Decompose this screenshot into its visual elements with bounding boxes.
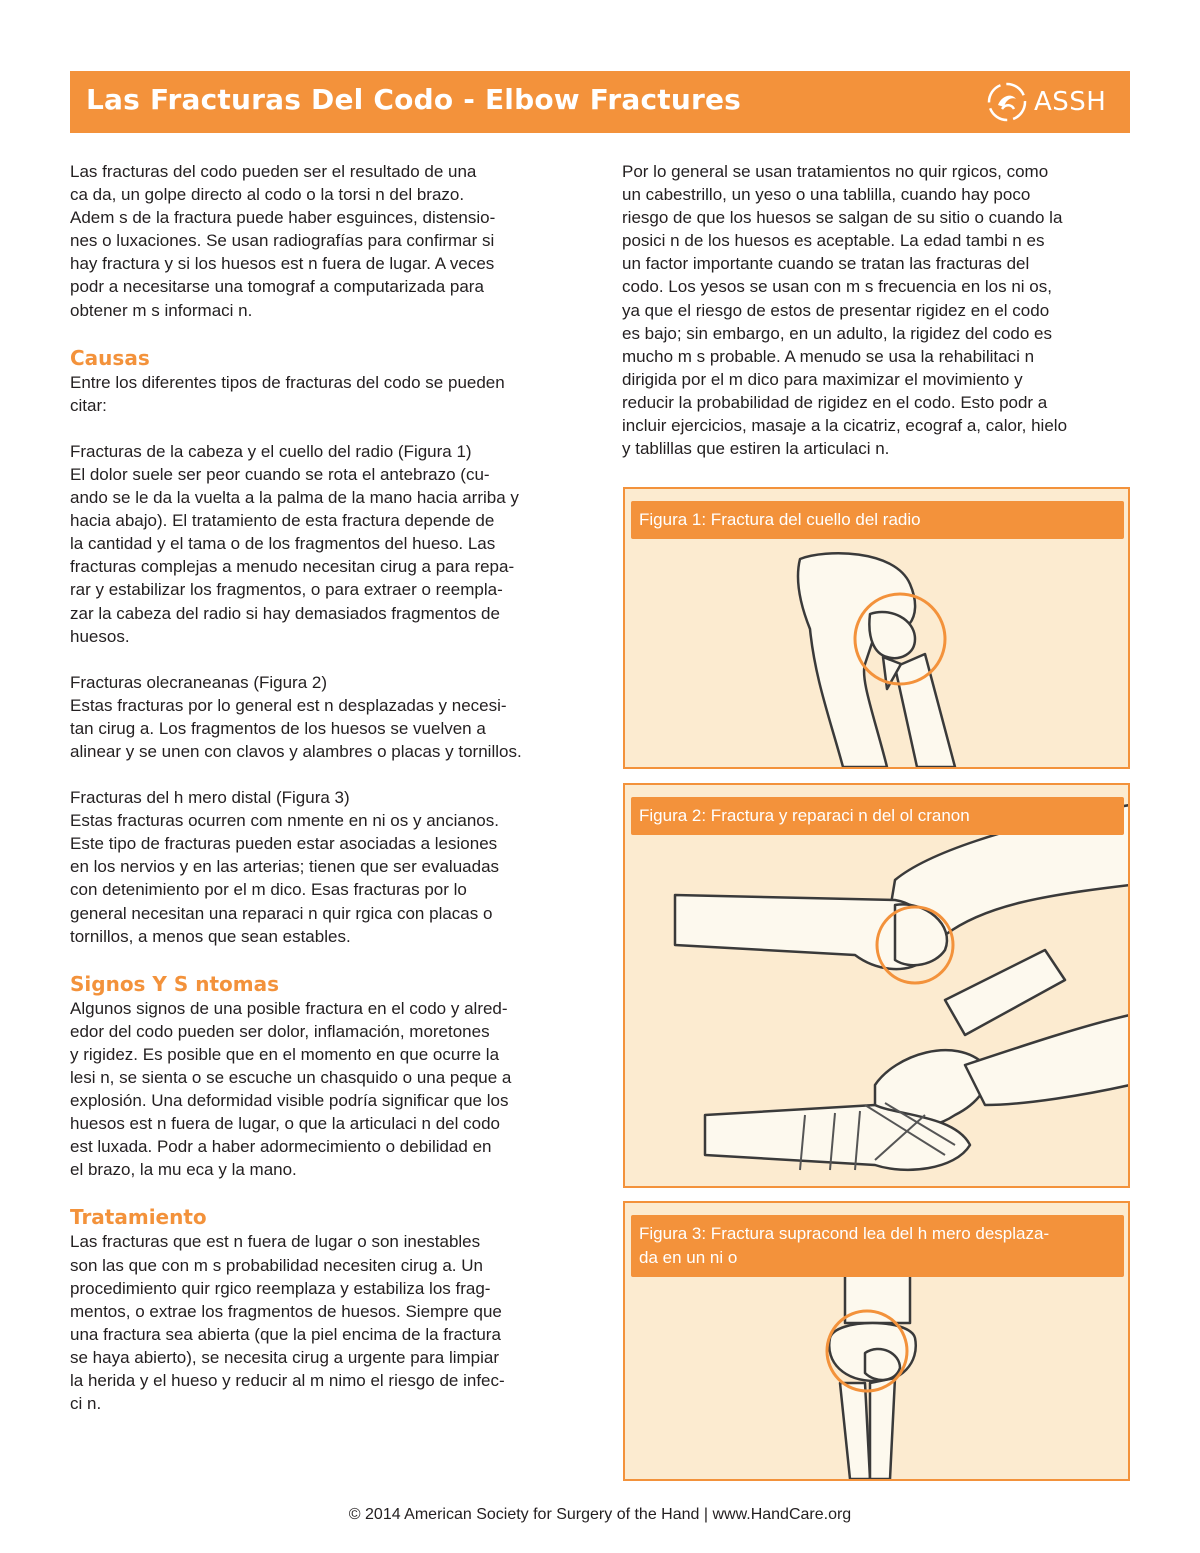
figure-2: [623, 783, 1130, 1188]
causas-intro: Entre los diferentes tipos de fracturas del codo se pueden citar:: [70, 372, 505, 415]
treatment-continued-text: Por lo general se usan tratamientos no quir rgicos, como un cabestrillo, un yeso o una tablilla, cuando hay poco riesgo de que los huesos se salgan de su sitio o cuando la posici n de los huesos es aceptable. La edad tambi n es un factor importante cuando se tratan las fracturas del codo. Los yesos se usan con m s frecuencia en los ni os, ya que el riesgo de estos de presentar rigidez en el codo es bajo; sin embargo, en un adulto, la rigidez del codo es mucho m s probable. A menudo se usa la rehabilitaci n dirigida por el m dico para maximizar el movimiento y reducir la probabilidad de rigidez en el codo. Esto podr a incluir ejercicios, masaje a la cicatriz, ecograf a, calor, hielo y tablillas que estiren la articulaci n.: [622, 162, 1068, 459]
causas-heading: Causas: [70, 345, 150, 370]
figure-3: [623, 1201, 1130, 1481]
olecranon-fracture-title: Fracturas olecraneanas (Figura 2): [70, 672, 328, 692]
tratamiento-heading: Tratamiento: [70, 1205, 207, 1230]
olecranon-fracture-repair-illustration: [625, 785, 1128, 1186]
copyright-footer: © 2014 American Society for Surgery of the Hand | www.HandCare.org: [348, 1506, 852, 1523]
intro-paragraph: Las fracturas del codo pueden ser el resultado de una ca da, un golpe directo al codo o la torsi n del brazo. Adem s de la fractura puede haber esguinces, distensio- nes o luxaciones. Se usan radiografías para confirmar si hay fractura y si los huesos est n fuera de lugar. A veces podr a necesitarse una tomograf a computarizada para obtener m s informaci n.: [70, 162, 496, 320]
humerus-fracture-text: Estas fracturas ocurren com nmente en ni os y ancianos. Este tipo de fracturas pueden estar asociadas a lesiones en los nervios y en las arterias; tienen que ser evaluadas con detenimiento por el m dico. Esas fracturas por lo general necesitan una reparaci n quir rgica con placas o tornillos, a menos que sean estables.: [70, 811, 500, 946]
tratamiento-text: Las fracturas que est n fuera de lugar o son inestables son las que con m s probabilidad necesiten cirug a. Un procedimiento quir rgico reemplaza y estabiliza los frag- mentos, o extrae los fragmentos de huesos. Siempre que una fractura sea abierta (que la piel encima de la fractura se haya abierto), se necesita cirug a urgente para limpiar la herida y el hueso y reducir al m nimo el riesgo de infec- ci n.: [70, 1232, 505, 1414]
olecranon-fracture-text: Estas fracturas por lo general est n desplazadas y necesi- tan cirug a. Los fragmentos de los huesos se vuelven a alinear y se unen con clavos y alambres o placas y tornillos.: [70, 695, 522, 761]
radio-fracture-title: Fracturas de la cabeza y el cuello del radio (Figura 1): [70, 441, 472, 461]
right-column: [622, 160, 1127, 460]
page-title: Las Fracturas Del Codo - Elbow Fractures: [86, 83, 742, 116]
title-banner: [70, 71, 1130, 133]
figure-3-caption: Figura 3: Fractura supracond lea del h mero desplaza- da en un ni o: [631, 1215, 1124, 1277]
logo-text: ASSH: [1034, 87, 1107, 117]
signos-heading: Signos Y S ntomas: [70, 971, 280, 996]
assh-hand-logo-icon: [986, 81, 1028, 123]
humerus-fracture-title: Fracturas del h mero distal (Figura 3): [70, 788, 350, 808]
figure-2-caption: Figura 2: Fractura y reparaci n del ol cranon: [631, 797, 1124, 835]
figure-1: [623, 487, 1130, 769]
assh-logo: [986, 79, 1116, 125]
left-column: [70, 160, 585, 1415]
figure-1-caption: Figura 1: Fractura del cuello del radio: [631, 501, 1124, 539]
radio-fracture-text: El dolor suele ser peor cuando se rota el antebrazo (cu- ando se le da la vuelta a la palma de la mano hacia arriba y hacia abajo). El tratamiento de esta fractura depende de la cantidad y el tama o de los fragmentos del hueso. Las fracturas complejas a menudo necesitan cirug a para repa- rar y estabilizar los fragmentos, o para extraer o reempla- zar la cabeza del radio si hay demasiados fragmentos de huesos.: [70, 464, 519, 646]
signos-text: Algunos signos de una posible fractura en el codo y alred- edor del codo pueden ser dolor, inflamación, moretones y rigidez. Es posible que en el momento en que ocurre la lesi n, se sienta o se escuche un chasquido o una peque a explosión. Una deformidad visible podría significar que los huesos est n fuera de lugar, o que la articulaci n del codo est luxada. Podr a haber adormecimiento o debilidad en el brazo, la mu eca y la mano.: [70, 998, 512, 1180]
